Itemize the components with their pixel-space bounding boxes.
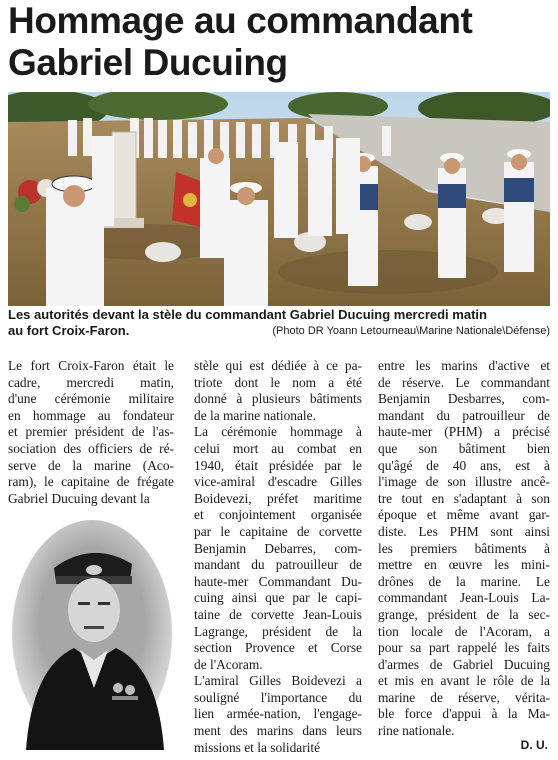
text-line: grange, président de la sec- <box>378 606 550 622</box>
headline-line-1: Hommage au commandant <box>8 0 473 41</box>
text-line: Lagrange, président de la <box>194 623 362 639</box>
text-line: cuing ainsi que par le capi- <box>194 590 362 606</box>
text-line: haute-mer Commandant Du- <box>194 573 362 589</box>
article-column-2 <box>194 358 362 756</box>
text-line: diste. Les PHM sont ainsi <box>378 523 550 539</box>
text-line: celui mort au combat en <box>194 440 362 456</box>
text-line: de réserve. Le commandant <box>378 374 550 390</box>
text-line: d'armes de Gabriel Ducuing <box>378 656 550 672</box>
text-line: d'une cérémonie militaire <box>8 391 174 407</box>
text-line: cadre, mercredi matin, <box>8 374 174 390</box>
text-line: souligné l'importance du <box>194 689 362 705</box>
text-line: qu'âgé de 40 ans, est à <box>378 457 550 473</box>
author-signature: D. U. <box>520 738 548 752</box>
text-line: mettre en œuvre les mini- <box>378 557 550 573</box>
text-line: Benjamin Debarres, com- <box>194 540 362 556</box>
text-line: L'amiral Gilles Boidevezi a <box>194 673 362 689</box>
caption-line-1: Les autorités devant la stèle du commandant Gabriel Ducuing mercredi matin <box>8 307 487 322</box>
text-line: sociation des officiers de ré- <box>8 440 174 456</box>
article-column-1 <box>8 358 174 507</box>
text-line: triote dont le nom a été <box>194 374 362 390</box>
text-line: et conjointement organisée <box>194 507 362 523</box>
text-line: de l'Acoram. <box>194 656 263 672</box>
text-line: et mis en avant le rôle de la <box>378 673 550 689</box>
text-line: ram), le capitaine de frégate <box>8 474 174 490</box>
photo-credit: (Photo DR Yoann Letourneau\Marine Nationale\Défense) <box>272 325 550 337</box>
text-line: commandant Jean-Louis La- <box>378 590 550 606</box>
text-line: ment des marins dans leurs <box>194 723 362 739</box>
text-line: mandant du patrouilleur de <box>194 557 362 573</box>
text-line: marine de réserve, vérita- <box>378 689 550 705</box>
text-line: et premier président de l'as- <box>8 424 174 440</box>
text-line: haute-mer (PHM) a précisé <box>378 424 550 440</box>
text-line: tion locale de l'Acoram, a <box>378 623 550 639</box>
text-line: pour sa part rappelé les faits <box>378 640 550 656</box>
caption-line-2: au fort Croix-Faron. <box>8 323 130 338</box>
text-line: tre tout en s'adaptant à son <box>378 490 550 506</box>
text-line: Benjamin Desbarres, com- <box>378 391 550 407</box>
text-line: Boidevezi, préfet maritime <box>194 490 362 506</box>
text-line: en hommage au fondateur <box>8 407 174 423</box>
text-line: La cérémonie hommage à <box>194 424 362 440</box>
headline-line-2: Gabriel Ducuing <box>8 42 288 83</box>
text-line: Le fort Croix-Faron était le <box>8 358 174 373</box>
text-line: par le capitaine de corvette <box>194 523 362 539</box>
text-line: l'image de son illustre ancê- <box>378 474 550 490</box>
ceremony-photo <box>8 92 550 306</box>
text-line: entre les marins d'active et <box>378 358 550 373</box>
article-column-3 <box>378 358 550 740</box>
text-line: de la marine nationale. <box>194 407 316 423</box>
text-line: rine nationale. <box>378 723 455 739</box>
text-line: les premiers bâtiments à <box>378 540 550 556</box>
text-line: ble force d'appui à la Ma- <box>378 706 550 722</box>
text-line: Gabriel Ducuing devant la <box>8 490 150 506</box>
text-line: taine de corvette Jean-Louis <box>194 606 362 622</box>
text-line: missions et la solidarité <box>194 739 321 755</box>
text-line: drônes de la marine. Le <box>378 573 550 589</box>
text-line: époque et même avant gar- <box>378 507 550 523</box>
portrait-photo <box>8 518 176 750</box>
text-line: donné à plusieurs bâtiments <box>194 391 362 407</box>
text-line: mandant du patrouilleur de <box>378 407 550 423</box>
text-line: que son bâtiment bien <box>378 440 550 456</box>
text-line: serve de la marine (Aco- <box>8 457 174 473</box>
text-line: vice-amiral d'escadre Gilles <box>194 474 362 490</box>
text-line: stèle qui est dédiée à ce pa- <box>194 358 362 373</box>
text-line: 1940, était présidée par le <box>194 457 362 473</box>
text-line: section Provence et Corse <box>194 640 362 656</box>
text-line: lien armée-nation, l'engage- <box>194 706 362 722</box>
article-headline <box>8 0 553 84</box>
